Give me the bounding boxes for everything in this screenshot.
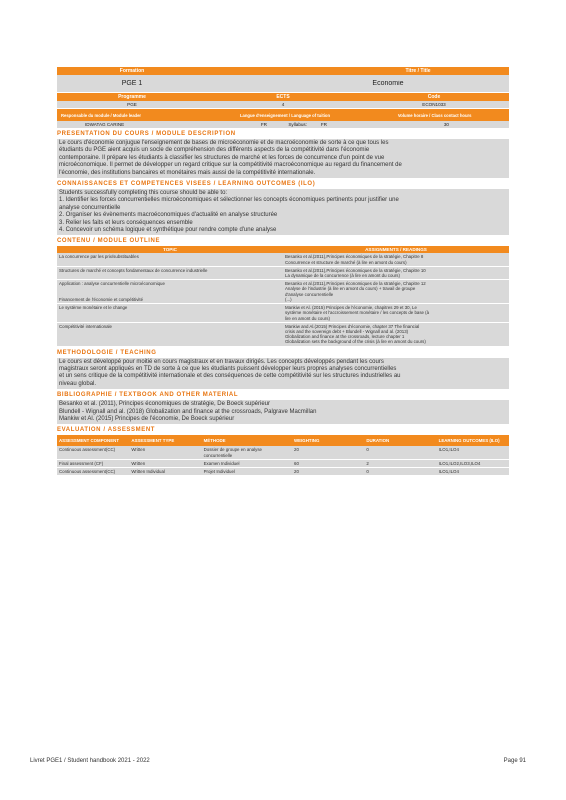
assignment-cell: Besanko et al.(2011),Principes économiques de la stratégie, Chapitre 8 Concurrence et structure de marché (à lire en amont du cours) xyxy=(283,253,509,266)
duration-cell: 0 xyxy=(364,467,436,475)
methodology-line: et un sens critique de la compétitivité internationale et des conséquences de cette compétitivité sur les structures industrielles au xyxy=(59,373,401,380)
table-row xyxy=(57,467,509,475)
bibliography-line: Besanko et al. (2011), Principes économiques de stratégie, De Boeck supérieur xyxy=(59,401,271,408)
type-column-header: ASSESSMENT TYPE xyxy=(129,435,201,446)
bibliography-line: Blundell - Wignall and al. (2018) Globalization and finance at the crossroads, Palgrave Macmillan xyxy=(59,408,317,415)
methodology-line: Le cours est développé pour moitié en cours magistraux et en travaux dirigés. Les concepts développés pendant les cours xyxy=(59,358,384,365)
formation-title-row xyxy=(57,75,509,92)
type-cell: Written xyxy=(129,459,201,467)
ects-value: 4 xyxy=(281,102,285,107)
responsable-header-bar xyxy=(57,109,509,121)
footer-handbook-label: Livret PGE1 / Student handbook 2021 - 2022 xyxy=(30,758,150,764)
presentation-line: microéconomique. Il permet de développer un regard critique sur la compétitivité macroéconomique au regard du financement de xyxy=(59,162,402,169)
weighting-cell: 20 xyxy=(292,446,364,459)
topic-cell: Le système monétaire et le change xyxy=(57,304,283,323)
type-cell: Written Individual xyxy=(129,467,201,475)
responsable-value-row xyxy=(57,121,509,128)
ilo-column-header: LEARNING OUTCOMES (ILO) xyxy=(437,435,509,446)
course-title: Économie xyxy=(372,80,404,87)
methodology-text xyxy=(57,358,509,390)
weighting-column-header: WEIGHTING xyxy=(292,435,364,446)
programme-value: PGE xyxy=(127,102,137,107)
topic-cell: Structures de marché et concepts fondamentaux de concurrence industrielle xyxy=(57,266,283,279)
table-row xyxy=(57,266,509,279)
outcomes-line: Students successfully completing this course should be able to: xyxy=(59,190,228,197)
page-footer xyxy=(30,758,526,764)
code-label: Code xyxy=(427,94,441,100)
presentation-line: Le cours d'économie conjugue l'enseignement de bases de microéconomie et de macroéconomie de sorte à ce que tous les xyxy=(59,140,389,146)
outcomes-line: analyse concurrentielle xyxy=(59,204,121,211)
formation-label: Formation xyxy=(119,68,145,74)
programme-value-row xyxy=(57,101,509,108)
responsable-value: IDWATAG CARINE xyxy=(85,122,125,127)
page-number: Page 91 xyxy=(503,758,526,764)
table-row xyxy=(57,253,509,266)
evaluation-header-row xyxy=(57,435,509,446)
outcomes-text xyxy=(57,189,509,235)
assignment-cell: Besanko et al.(2011),Principes économiques de la stratégie, Chapitre 12 Analyse de l'industrie (à lire en amont du cours) + travail de groupe d'analyse concurrentielle (...) xyxy=(283,280,509,304)
ects-label: ECTS xyxy=(276,94,290,100)
table-row xyxy=(57,322,509,346)
evaluation-heading: EVALUATION / ASSESSMENT xyxy=(57,427,156,434)
method-cell: Projet Individuel xyxy=(202,467,292,475)
topic-cell: Compétitivité internationale xyxy=(57,322,283,346)
bibliography-text xyxy=(57,400,509,424)
methodology-line: niveau global. xyxy=(59,380,97,387)
component-cell: Final assessment (CF) xyxy=(57,459,129,467)
topic-column-header: TOPIC xyxy=(57,246,283,253)
method-cell: Dossier de groupe en analyse concurrentielle xyxy=(202,446,292,459)
table-row xyxy=(57,459,509,467)
bibliography-line: Mankiw et Al. (2015) Principes de l'économie, De Boeck supérieur xyxy=(59,415,235,422)
volume-value: 30 xyxy=(443,122,449,127)
programme-header-bar xyxy=(57,93,509,101)
content-header-row xyxy=(57,246,509,253)
assignment-cell: Mankiw and Al.(2015) Principes d'économie, chapter 37 The financial crisis and the sovereign debt + Blundell - Wignall and al. (2013) Globalization and finance at the crossroads, lecture chapter 1 Globalization sets the background of the crisis (à lire en amont du cours) xyxy=(283,322,509,346)
ilo-cell: ILO1,ILO2,ILO3,ILO4 xyxy=(437,459,509,467)
component-column-header: ASSESSMENT COMPONENT xyxy=(57,435,129,446)
programme-label: Programme xyxy=(118,94,146,100)
evaluation-table xyxy=(57,435,509,476)
methodology-heading: METHODOLOGIE / TEACHING xyxy=(57,349,157,356)
title-label: Titre / Title xyxy=(405,68,431,74)
table-row xyxy=(57,304,509,323)
component-cell: Continuous assessment(CC) xyxy=(57,446,129,459)
content-heading: CONTENU / MODULE OUTLINE xyxy=(57,238,161,245)
outcomes-heading: CONNAISSANCES ET COMPETENCES VISEES / LEARNING OUTCOMES (ILO) xyxy=(57,181,316,188)
bibliography-heading: BIBLIOGRAPHIE / TEXTBOOK AND OTHER MATERIAL xyxy=(57,392,239,399)
topic-cell: La concurrence par les prix/substituables xyxy=(57,253,283,266)
outcomes-line: 1. Identifier les forces concurrentielles microéconomiques et sélectionner les concepts économiques pertinents pour justifier une xyxy=(59,197,399,204)
weighting-cell: 60 xyxy=(292,459,364,467)
langue-label: Langue d'enseignement / Language of tuition xyxy=(239,112,331,118)
assignment-cell: Mankiw et Al. (2015) Principes de l'économie, chapitres 29 et 30, Le système monétaire et l'accroissement monétaire / les concepts de base (à lire en amont du cours) xyxy=(283,304,509,323)
ilo-cell: ILO1,ILO4 xyxy=(437,467,509,475)
outcomes-line: 3. Relier les faits et leurs conséquences ensemble xyxy=(59,219,193,226)
responsable-label: Responsable du module / Module leader xyxy=(61,112,142,118)
formation-value: PGE 1 xyxy=(121,80,143,87)
syllabus-page xyxy=(57,67,509,476)
weighting-cell: 20 xyxy=(292,467,364,475)
code-value: ECON1033 xyxy=(422,102,446,107)
presentation-line: étudiants du PGE aient acquis un socle de compréhension des différents aspects de la compétitivité dans l'économie xyxy=(59,147,370,154)
component-cell: Continuous assessment(CC) xyxy=(57,467,129,475)
presentation-line: l'économie, des institutions bancaires et monétaires mais aussi de la compétitivité internationale. xyxy=(59,169,316,176)
table-row xyxy=(57,446,509,459)
methodology-line: magistraux seront appliqués en TD de sorte à ce que les étudiants puissent développer leurs propres analyses concurrentielles xyxy=(59,365,397,372)
presentation-heading: PRESENTATION DU COURS / MODULE DESCRIPTION xyxy=(57,131,236,137)
table-row xyxy=(57,280,509,304)
volume-label: Volume horaire / Class contact hours xyxy=(397,112,472,118)
presentation-text xyxy=(57,139,509,178)
syllabus-value: FR xyxy=(320,122,327,127)
duration-cell: 0 xyxy=(364,446,436,459)
outcomes-line: 2. Organiser les évènements macroéconomiques d'actualité en analyse structurée xyxy=(59,212,278,219)
outcomes-line: 4. Concevoir un schéma logique et synthétique pour rendre compte d'une analyse xyxy=(59,227,277,234)
method-column-header: MÉTHODE xyxy=(202,435,292,446)
type-cell: Written xyxy=(129,446,201,459)
langue-value: FR xyxy=(260,122,267,127)
duration-column-header: DURATION xyxy=(364,435,436,446)
assignments-column-header: ASSIGNMENTS / READINGS xyxy=(283,246,509,253)
duration-cell: 2 xyxy=(364,459,436,467)
assignment-cell: Besanko et al.(2011),Principes économiques de la stratégie, Chapitre 10 La dynamique de la concurrence (à lire en amont du cours) xyxy=(283,266,509,279)
presentation-line: contemporaine. Il prépare les étudiants à classifier les structures de marché et les forces de concurrence d'un point de vue xyxy=(59,154,385,161)
topic-cell: Application : analyse concurrentielle microéconomique Financement de l'économie et compétitivité xyxy=(57,280,283,304)
syllabus-label: Syllabus: xyxy=(288,122,307,127)
content-table xyxy=(57,246,509,346)
ilo-cell: ILO1,ILO4 xyxy=(437,446,509,459)
formation-header-bar xyxy=(57,67,509,75)
method-cell: Examen Individuel xyxy=(202,459,292,467)
